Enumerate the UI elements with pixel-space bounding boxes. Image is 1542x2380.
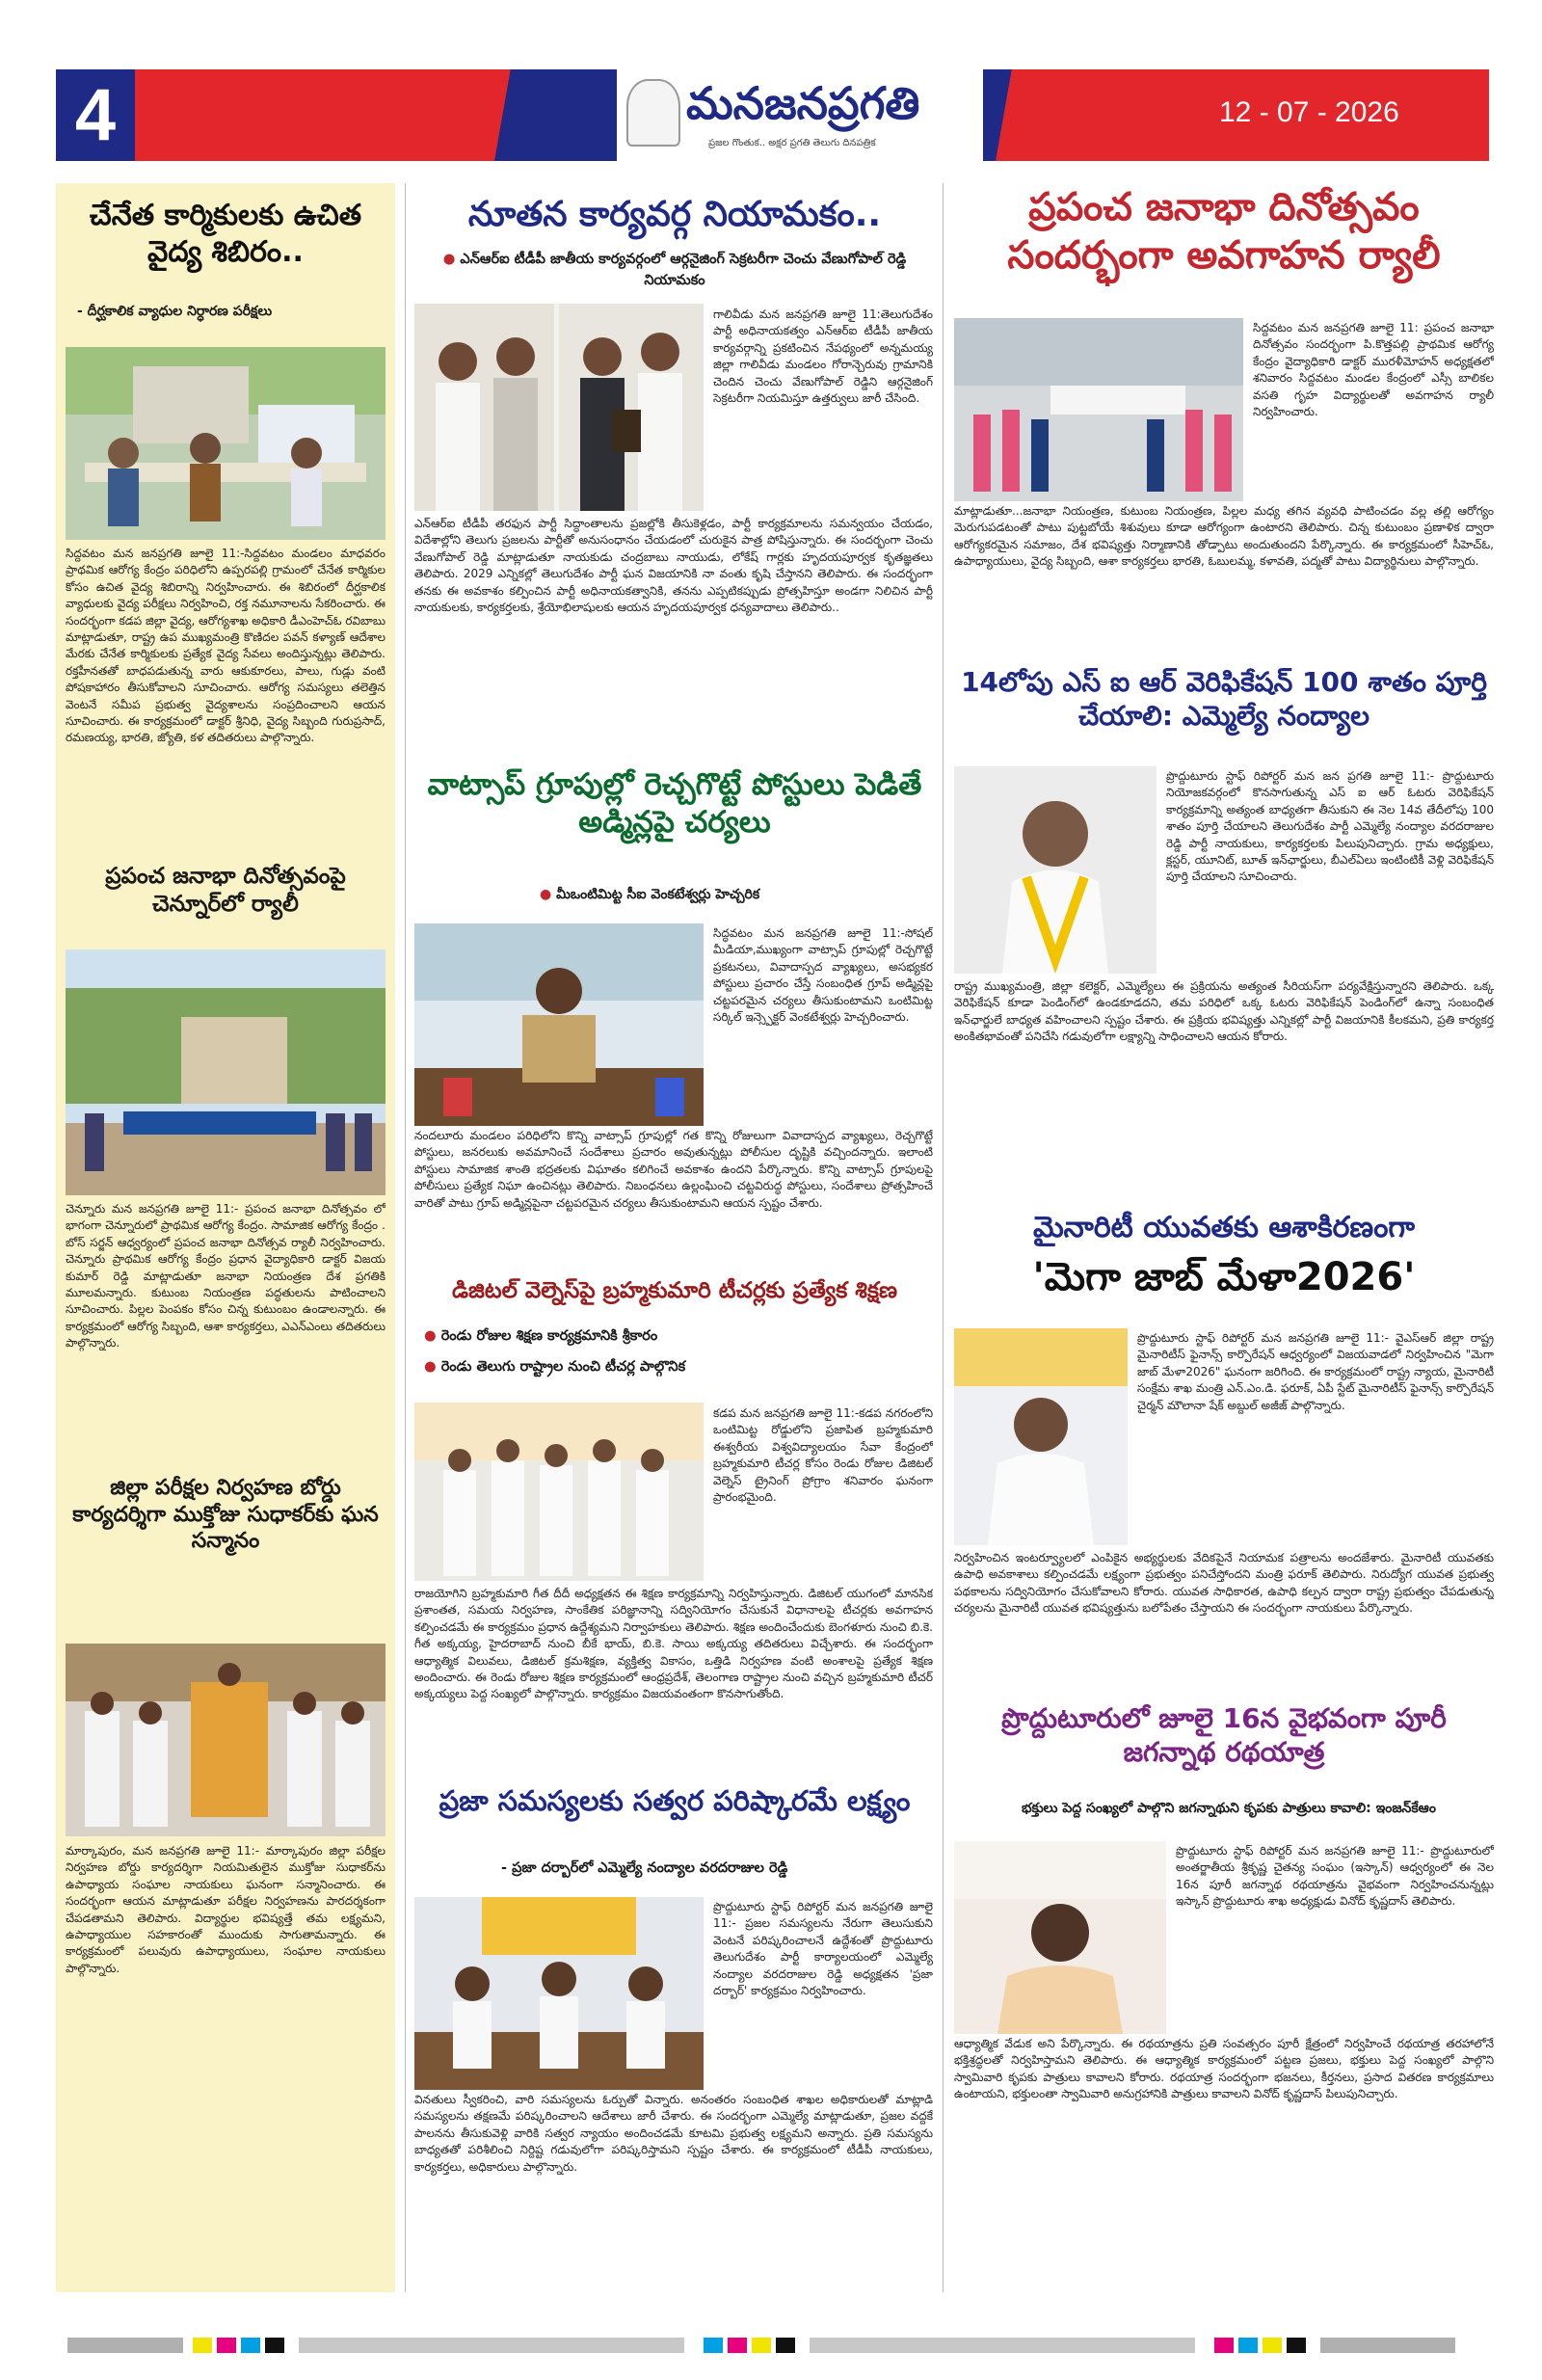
article-body: మార్కాపురం, మన జనప్రగతి జూలై 11:- మార్కాపురం జిల్లా పరీక్షల నిర్వహణ బోర్డు కార్యదర్శిగా నియమితులైన ముక్తోజు సుధాకర్‌ను ఉపాధ్యాయ సంఘాల నాయకులు ఘనంగా సన్మానించారు. ఈ సందర్భంగా ఆయన మాట్లాడుతూ పరీక్షల నిర్వహణను పారదర్శకంగా చేపడతామని తెలిపారు. విద్యార్థుల భవిష్యత్తే తమ లక్ష్యమని, ఉపాధ్యాయుల సహకారంతో ముందుకు సాగుతామన్నారు. ఈ కార్యక్రమంలో పలువురు ఉపాధ్యాయులు, సంఘాల నాయకులు పాల్గొన్నారు. [66, 1844, 386, 1975]
article-title: చేనేత కార్మికులకు ఉచిత వైద్య శిబిరం.. [89, 199, 362, 269]
article-body: నందలూరు మండలం పరిధిలోని కొన్ని వాట్సాప్ గ్రూపుల్లో గత కొన్ని రోజులుగా వివాదాస్పద వ్యాఖ్యలు, రెచ్చగొట్టే పోస్టులు, జనరలుకు అవమానించే సందేశాలు ప్రచారం అవుతున్నట్లు పోలీసుల దృష్టికి వచ్చిందన్నారు. ఇలాంటి పోస్టులు సామాజిక శాంతి భద్రతలకు విఘాతం కలిగించే అవకాశం ఉందని పేర్కొన్నారు. కొన్ని వాట్సాప్ గ్రూపులపై పోలీసులు ప్రత్యేక నిఘా ఉంచినట్లు తెలిపారు. నిబంధనలు ఉల్లంఘించి చట్టవిరుద్ధ పోస్టులు, సందేశాలు ప్రోత్సహించే వారితో పాటు గ్రూప్ అడ్మిన్లపైనా చట్టపరమైన చర్యలు తీసుకుంటామని ఆయన స్పష్టం చేశారు. [414, 1129, 933, 1210]
article-title: ప్రజా సమస్యలకు సత్వర పరిష్కారమే లక్ష్యం [439, 1784, 911, 1817]
article-body: చెన్నూరు మన జనప్రగతి జూలై 11:- ప్రపంచ జనాభా దినోత్సవం లో భాగంగా చెన్నూరులో ప్రాథమిక ఆరోగ్య కేంద్రం. సామాజిక ఆరోగ్య కేంద్రం . బోస్ సర్జన్ ఆధ్వర్యంలో ప్రపంచ జనాభా దినోత్సవ ర్యాలీ నిర్వహించారు. చెన్నూరు ప్రాథమిక ఆరోగ్య కేంద్రం ప్రధాన వైద్యాధికారి డాక్టర్ విజయ కుమార్ రెడ్డి మాట్లాడుతూ జనాభా నియంత్రణ దేశ ప్రగతికి మూలమన్నారు. కుటుంబ నియంత్రణ పద్ధతులను పాటించాలని సూచించారు. పిల్లల పెంపకం కోసం చిన్న కుటుంబం ఉండాలన్నారు. ఈ కార్యక్రమంలో ఆరోగ్య సిబ్బంది, ఆశా కార్యకర్తలు, ఎఎన్ఎంలు తదితరులు పాల్గొన్నారు. [66, 1202, 386, 1350]
article-title: డిజిటల్ వెల్నెస్‌పై బ్రహ్మకుమారి టీచర్లకు ప్రత్యేక శిక్షణ [452, 1278, 897, 1303]
article-body: సిద్దవటం మన జనప్రగతి జూలై 11: ప్రపంచ జనాభా దినోత్సవం సందర్భంగా పి.కొత్తపల్లి ప్రాథమిక ఆరోగ్య కేంద్రం వైద్యాధికారి డాక్టర్ మురళీమోహన్ అధ్యక్షతలో శనివారం సిద్దవటం మండల కేంద్రంలో ఎస్సీ బాలికల వసతి గృహ విద్యార్థులతో అవగాహన ర్యాలీ నిర్వహించారు. [1253, 321, 1494, 418]
article-title: ప్రపంచ జనాభా దినోత్సవంపై చెన్నూర్‌లో ర్యాలీ [105, 864, 346, 917]
masthead-band-left [135, 69, 655, 161]
article-subtitle: ● ఎన్ఆర్ఐ టీడీపీ జాతీయ కార్యవర్గంలో ఆర్గనైజింగ్ సెక్రటరీగా చెంచు వేణుగోపాల్ రెడ్డి నియామకం [424, 249, 925, 292]
article-photo [414, 1897, 704, 2090]
article-body: ఎన్ఆర్ఐ టీడీపీ తరఫున పార్టీ సిద్ధాంతాలను ప్రజల్లోకి తీసుకెళ్లడం, పార్టీ కార్యక్రమాలను సమన్వయం చేయడం, విదేశాల్లోని తెలుగు ప్రజలను పార్టీతో అనుసంధానం చేయడంలో చురుకైన పాత్ర పోషిస్తున్నారు. ఈ సందర్భంగా చెంచు వేణుగోపాల్ రెడ్డి మాట్లాడుతూ నాయకుడు చంద్రబాబు నాయుడు, లోకేష్ గార్లకు హృదయపూర్వక కృతజ్ఞతలు తెలిపారు. 2029 ఎన్నికల్లో తెలుగుదేశం పార్టీ ఘన విజయానికి నా వంతు కృషి చేస్తానని తెలిపారు. ఈ సందర్భంగా తనకు ఈ అవకాశం కల్పించిన పార్టీ అధినాయకత్వానికి, తనను ఎప్పటికప్పుడు ప్రోత్సహిస్తూ అండగా నిలిచిన పార్టీ నాయకులకు, కార్యకర్తలకు, శ్రేయోభిలాషులకు ఆయన హృదయపూర్వక ధన్యవాదాలు తెలిపారు.. [414, 517, 933, 614]
article-title: జిల్లా పరీక్షల నిర్వహణ బోర్డు కార్యదర్శిగా ముక్తోజు సుధాకర్‌కు ఘన సన్మానం [72, 1476, 379, 1553]
newspaper-tagline: ప్రజల గొంతుక.. అక్షర ప్రగతి తెలుగు దినపత్రిక [708, 138, 876, 148]
article-subtitle: - దీర్ఘకాలిక వ్యాధుల నిర్ధారణ పరీక్షలు [77, 304, 273, 319]
masthead-band-right [944, 69, 1489, 161]
article-photo [954, 1328, 1128, 1545]
article-photo [954, 766, 1156, 974]
article-subtitle: ● రెండు తెలుగు రాష్ట్రాల నుంచి టీచర్ల పాల్గొనిక [424, 1359, 935, 1378]
article-subtitle: - ప్రజా దర్బార్‌లో ఎమ్మెల్యే నంద్యాల వరదరాజుల రెడ్డి [501, 1860, 788, 1876]
article-body: ప్రొద్దుటూరు స్టాఫ్ రిపోర్టర్ మన జనప్రగతి జూలై 11:- ప్రొద్దుటూరులో అంతర్జాతీయ శ్రీకృష్ణ చైతన్య సంఘం (ఇస్కాన్) ఆధ్వర్యంలో ఈ నెల 16న పూరీ జగన్నాథ రథయాత్రను వైభవంగా నిర్వహించనున్నట్లు ఇస్కాన్ ప్రొద్దుటూరు శాఖ అధ్యక్షుడు వినోద్ కృష్ణదాస్ తెలిపారు. [1176, 1844, 1494, 1909]
article-subtitle: ● మీఒంటిమిట్ట సీఐ వెంకటేశ్వర్లు హెచ్చరిక [540, 887, 944, 905]
article-body: గాలివీడు మన జనప్రగతి జూలై 11:తెలుగుదేశం పార్టీ అధినాయకత్వం ఎన్ఆర్ఐ టీడీపీ జాతీయ కార్యవర్గాన్ని ప్రకటించిన నేపథ్యంలో అన్నమయ్య జిల్లా గాలివీడు మండలం గోరాన్చెరువు గ్రామానికి చెందిన చెంచు వేణుగోపాల్ రెడ్డిని ఆర్గనైజింగ్ సెక్రటరీగా నియమిస్తూ ఉత్తర్వులు జారీ చేసింది. [713, 308, 933, 405]
article-body: ప్రొద్దుటూరు స్టాఫ్ రిపోర్టర్ మన జనప్రగతి జూలై 11:- వైఎస్ఆర్ జిల్లా రాష్ట్ర మైనారిటీస్ ఫైనాన్స్ కార్పొరేషన్ ఆధ్వర్యంలో విజయవాడలో నిర్వహించిన "మెగా జాబ్ మేళా2026" ఘనంగా జరిగింది. ఈ కార్యక్రమంలో రాష్ట్ర న్యాయ, మైనారిటీ సంక్షేమ శాఖ మంత్రి ఎన్.ఎం.డి. ఫరూక్, ఏపీ స్టేట్ మైనారిటీస్ ఫైనాన్స్ కార్పొరేషన్ చైర్మన్ మౌలానా షేక్ అబ్దుల్ అజీజ్ పాల్గొన్నారు. [1137, 1331, 1494, 1412]
article-title: 'మెగా జాబ్ మేళా2026' [1032, 1255, 1416, 1299]
article-title: ప్రపంచ జనాభా దినోత్సవం సందర్భంగా అవగాహన ర్యాలీ [1007, 185, 1441, 278]
article-subtitle: భక్తులు పెద్ద సంఖ్యలో పాల్గొని జగన్నాథుని కృపకు పాత్రులు కావాలి: ఇంజన్‌కేఆం [1022, 1801, 1436, 1816]
article-photo [66, 347, 386, 540]
article-photo [414, 304, 704, 511]
article-body: రాష్ట్ర ముఖ్యమంత్రి, జిల్లా కలెక్టర్, ఎమ్మెల్యేలు ఈ ప్రక్రియను అత్యంత సీరియస్‌గా పర్యవేక్షిస్తున్నారని తెలిపారు. ఒక్క వెరిఫికేషన్ కూడా పెండింగ్‌లో ఉండకూడదని, తమ పరిధిలో ఒక్క ఓటరు వెరిఫికేషన్ పెండింగ్‌లో ఉన్నా సంబంధిత ఇన్‌ఛార్జులే బాధ్యత వహించాలని స్పష్టం చేశారు. ఈ ప్రక్రియ భవిష్యత్తు ఎన్నికల్లో పార్టీ విజయానికి కీలకమని, ప్రతి కార్యకర్త అంకితభావంతో పనిచేసి గడువులోగా లక్ష్యాన్ని సాధించాలని ఆయన కోరారు. [954, 979, 1494, 1044]
issue-date: 12 - 07 - 2026 [1219, 96, 1399, 128]
article-photo [414, 1403, 704, 1581]
article-body: రాజయోగిని బ్రహ్మకుమారి గీత దీదీ అధ్యక్షతన ఈ శిక్షణ కార్యక్రమాన్ని నిర్వహిస్తున్నారు. డిజిటల్ యుగంలో మానసిక ప్రశాంతత, సమయ నిర్వహణ, సాంకేతిక పరిజ్ఞానాన్ని సద్వినియోగం చేసుకునే విధానాలపై టీచర్లకు అవగాహన కల్పించడమే ఈ కార్యక్రమం ప్రధాన ఉద్దేశ్యమని నిర్వాహకులు తెలిపారు. శిక్షణ అందించేందుకు బెంగళూరు నుంచి బి.కె. గీత అక్కయ్య, హైదరాబాద్ నుంచి బీకే భాయ్, బి.కె. సాయి అక్కయ్య తదితరులు విచ్చేశారు. ఈ సందర్భంగా ఆధ్యాత్మిక విలువలు, డిజిటల్ క్రమశిక్షణ, వ్యక్తిత్వ వికాసం, ఒత్తిడి నిర్వహణ వంటి అంశాలపై ప్రత్యేక శిక్షణ అందించారు. ఈ రెండు రోజుల శిక్షణ కార్యక్రమంలో ఆంధ్రప్రదేశ్, తెలంగాణ రాష్ట్రాల నుంచి వచ్చిన బ్రహ్మకుమారి టీచర్ అక్కయ్యలు పెద్ద సంఖ్యలో పాల్గొన్నారు. కార్యక్రమం విజయవంతంగా కొనసాగుతోంది. [414, 1587, 933, 1701]
article-body: మాట్లాడుతూ...జనాభా నియంత్రణ, కుటుంబ నియంత్రణ, పిల్లల మధ్య తగిన వ్యవధి పాటించడం వల్ల తల్లి ఆరోగ్యం మెరుగుపడటంతో పాటు పుట్టబోయే శిశువులు కూడా ఆరోగ్యంగా ఉంటారని తెలిపారు. చిన్న కుటుంబం ప్రణాళిక ద్వారా ఆరోగ్యకరమైన సమాజం, దేశ భవిష్యత్తు నిర్మాణానికి తోడ్పాటు అందుతుందని పేర్కొన్నారు. ఈ కార్యక్రమంలో సీహెచ్ఓ, ఉపాధ్యాయులు, వైద్య సిబ్బంది, ఆశా కార్యకర్తలు భారతి, ఓబులమ్మ, కళావతి, పద్మతో పాటు విద్యార్థినులు పాల్గొన్నారు. [954, 504, 1494, 569]
article-subtitle: ● రెండు రోజుల శిక్షణ కార్యక్రమానికి శ్రీకారం [424, 1328, 935, 1348]
article-title: ప్రొద్దుటూరులో జూలై 16న వైభవంగా పూరీ జగన్నాథ రథయాత్ర [1001, 1702, 1447, 1768]
column-divider [405, 183, 406, 2292]
article-photo [66, 949, 386, 1195]
article-body: ఆధ్యాత్మిక వేడుక అని పేర్కొన్నారు. ఈ రథయాత్రను ప్రతి సంవత్సరం పూరీ క్షేత్రంలో నిర్వహించే రథయాత్ర తరహాలోనే భక్తిశ్రద్ధలతో నిర్వహిస్తామని తెలిపారు. ఈ ఆధ్యాత్మిక కార్యక్రమంలో పట్టణ ప్రజలు, భక్తులు పెద్ద సంఖ్యలో పాల్గొని స్వామివారి కృపకు పాత్రులు కావాలని కోరారు. రథయాత్ర సందర్భంగా భజనలు, కీర్తనలు, ప్రసాద వితరణ కార్యక్రమాలు ఉంటాయని, భక్తులంతా స్వామివారి అనుగ్రహానికి పాత్రులు కావాలని వినోద్ కృష్ణదాస్ పిలుపునిచ్చారు. [954, 2037, 1494, 2101]
article-body: కడప మన జనప్రగతి జూలై 11:-కడప నగరంలోని ఒంటిమిట్ట రోడ్డులోని ప్రజాపిత బ్రహ్మకుమారి ఈశ్వరీయ విశ్వవిద్యాలయం సేవా కేంద్రంలో బ్రహ్మకుమారి టీచర్ల కోసం రెండు రోజుల డిజిటల్ వెల్నెస్ ట్రైనింగ్ ప్రోగ్రాం శనివారం ఘనంగా ప్రారంభమైంది. [713, 1406, 933, 1504]
article-body: నిర్వహించిన ఇంటర్వ్యూలలో ఎంపికైన అభ్యర్థులకు వేదికపైనే నియామక పత్రాలను అందజేశారు. మైనారిటీ యువతకు ఉపాధి అవకాశాలు కల్పించడమే లక్ష్యంగా ప్రభుత్వం పనిచేస్తోందని మంత్రి ఫరూక్ తెలిపారు. నిరుద్యోగ యువత ప్రభుత్వ పథకాలను సద్వినియోగం చేసుకోవాలని కోరారు. యువత సాధికారత, ఉపాధి కల్పన ద్వారా రాష్ట్ర ప్రభుత్వం చేపడుతున్న చర్యలను మైనారిటీ యువత భవిష్యత్తును బలోపేతం చేస్తాయని ఈ సందర్భంగా నాయకులు పేర్కొన్నారు. [954, 1551, 1494, 1616]
article-title: నూతన కార్యవర్గ నియామకం.. [467, 195, 882, 234]
article-body: ప్రొద్దుటూరు స్టాఫ్ రిపోర్టర్ మన జనప్రగతి జూలై 11:- ప్రజల సమస్యలను నేరుగా తెలుసుకుని వెంటనే పరిష్కరించాలనే ఉద్దేశంతో ప్రొద్దుటూరు తెలుగుదేశం పార్టీ కార్యాలయంలో ఎమ్మెల్యే నంద్యాల వరదరాజుల రెడ్డి అధ్యక్షతన 'ప్రజా దర్బార్' కార్యక్రమం నిర్వహించారు. [713, 1900, 933, 1997]
article-body: సిద్దవటం మన జనప్రగతి జూలై 11:-సిద్దవటం మండలం మాధవరం ప్రాథమిక ఆరోగ్య కేంద్రం పరిధిలోని ఉప్పరపల్లి గ్రామంలో చేనేత కార్మికుల కోసం ఉచిత వైద్య శిబిరాన్ని నిర్వహించారు. ఈ శిబిరంలో దీర్ఘకాలిక వ్యాధులకు వైద్య పరీక్షలు నిర్వహించి, రక్త నమూనాలను సేకరించారు. ఈ సందర్భంగా కడప జిల్లా వైద్య, ఆరోగ్యశాఖ అధికారి డీఎంహెచ్ఓ రవిబాబు మాట్లాడుతూ, రాష్ట్ర ఉప ముఖ్యమంత్రి కొణిదల పవన్ కళ్యాణ్ ఆదేశాల మేరకు చేనేత కార్మికులకు ప్రత్యేక వైద్య సేవలు అందిస్తున్నట్లు తెలిపారు. రక్తహీనతతో బాధపడుతున్న వారు ఆకుకూరలు, పాలు, గుడ్లు వంటి పోషకాహారం తీసుకోవాలని సూచించారు. ఆరోగ్య సమస్యలు తలెత్తిన వెంటనే సమీప ప్రభుత్వ వైద్యశాలను సంప్రదించాలని ఆయన సూచించారు. ఈ కార్యక్రమంలో డాక్టర్ శ్రీనిధి, వైద్య సిబ్బంది గురుప్రసాద్, రమణయ్య, భారతి, జ్యోతి, కళ తదితరులు పాల్గొన్నారు. [66, 547, 386, 745]
article-photo [954, 1841, 1166, 2034]
column-divider [943, 183, 944, 2292]
article-body: సిద్ధవటం మన జనప్రగతి జూలై 11:-సోషల్ మీడియా,ముఖ్యంగా వాట్సాప్ గ్రూపుల్లో రెచ్చగొట్టే ప్రకటనలు, వివాదాస్పద వ్యాఖ్యలు, అసభ్యకర పోస్టులు ప్రచారం చేస్తే సంబంధిత గ్రూప్ అడ్మిన్లపై చట్టపరమైన చర్యలు తీసుకుంటామని ఒంటిమిట్ట సర్కిల్ ఇన్స్పెక్టర్ వెంకటేశ్వర్లు హెచ్చరించారు. [713, 926, 933, 1024]
article-photo [66, 1644, 386, 1836]
article-title: 14లోపు ఎస్ ఐ ఆర్ వెరిఫికేషన్ 100 శాతం పూర్తి చేయాలి: ఎమ్మెల్యే నంద్యాల [961, 666, 1487, 732]
page-number: 4 [56, 69, 135, 161]
article-photo [954, 318, 1243, 501]
article-body: వినతులు స్వీకరించి, వారి సమస్యలను ఓర్పుతో విన్నారు. అనంతరం సంబంధిత శాఖల అధికారులతో మాట్లాడి సమస్యలను తక్షణమే పరిష్కరించాలని ఆదేశాలు జారీ చేశారు. ఈ సందర్భంగా ఎమ్మెల్యే మాట్లాడుతూ, ప్రజల వద్దకే పాలనను తీసుకువెళ్లి వారికి సత్వర న్యాయం అందించడమే కూటమి ప్రభుత్వ లక్ష్యమని అన్నారు. ప్రతి సమస్యను బాధ్యతతో పరిశీలించి నిర్దిష్ట గడువులోగా పరిష్కరిస్తామని స్పష్టం చేశారు. ఈ కార్యక్రమంలో టీడీపీ నాయకులు, కార్యకర్తలు, అధికారులు పాల్గొన్నారు. [414, 2093, 933, 2174]
newspaper-name: మనజనప్రగతి [686, 77, 920, 129]
print-registration-strip [29, 2338, 1513, 2357]
article-body: ప్రొద్దుటూరు స్టాఫ్ రిపోర్టర్ మన జన ప్రగతి జూలై 11:- ప్రొద్దుటూరు నియోజకవర్గంలో కొనసాగుతున్న ఎస్ ఐ ఆర్ ఓటరు వెరిఫికేషన్ కార్యక్రమాన్ని అత్యంత బాధ్యతగా తీసుకుని ఈ నెల 14వ తేదీలోపు 100 శాతం పూర్తి చేయాలని తెలుగుదేశం పార్టీ ఎమ్మెల్యే నంద్యాల వరదరాజుల రెడ్డి పార్టీ నాయకులు, కార్యకర్తలకు పిలుపునిచ్చారు. గ్రామ అధ్యక్షులు, క్లస్టర్, యూనిట్, బూత్ ఇన్‌ఛార్జులు, బీఎల్ఏలు ఇంటింటికీ వెళ్లి వెరిఫికేషన్ పూర్తి చేయాలని సూచించారు. [1166, 769, 1494, 884]
article-photo [414, 923, 704, 1126]
article-title: మైనారిటీ యువతకు ఆశాకిరణంగా [1032, 1211, 1416, 1244]
article-title: వాట్సాప్ గ్రూపుల్లో రెచ్చగొట్టే పోస్టులు పెడితే అడ్మిన్లపై చర్యలు [427, 767, 922, 840]
newspaper-logo-emblem [626, 79, 680, 147]
